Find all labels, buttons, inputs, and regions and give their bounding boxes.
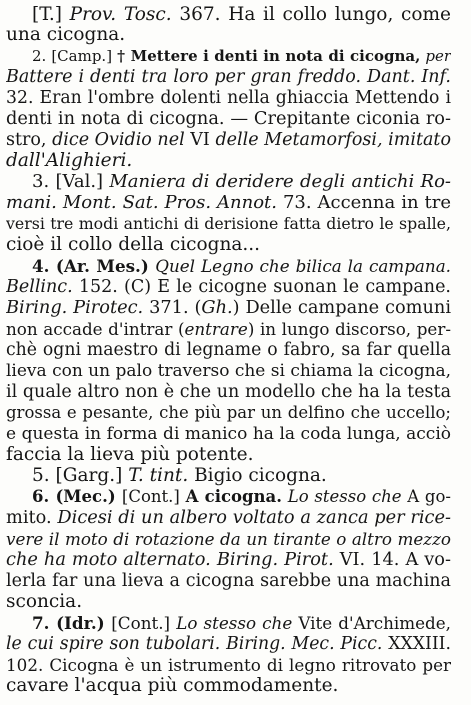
text-segment: faccia la lieva più potente.	[6, 444, 254, 465]
text-segment: T. tint.	[128, 465, 189, 486]
text-segment: 6. (Mec.)	[32, 487, 122, 506]
text-segment: Maniera di deridere degli antichi Ro-	[109, 171, 451, 192]
text-segment: Lo stesso che	[287, 487, 402, 506]
text-segment: † Mettere i denti in nota di cicogna,	[117, 47, 421, 65]
text-segment: entrare	[184, 319, 248, 339]
text-segment: denti in nota di cicogna. — Crepitante ciconia ro-	[6, 109, 451, 129]
text-segment: lerla far una lieva a cicogna sarebbe una machina	[6, 571, 451, 591]
text-segment: 371. (	[143, 298, 202, 318]
text-segment: 102. Cicogna è un istrumento di legno ritrovato per	[6, 655, 451, 675]
text-segment: dall'Alighieri.	[6, 150, 133, 171]
text-segment: 5. [Garg.]	[32, 465, 129, 486]
text-segment: A go-	[401, 487, 451, 506]
text-segment: [Cont.]	[121, 487, 186, 506]
text-segment: stro,	[6, 130, 53, 150]
text-segment: delle Metamorfosi, imitato	[215, 130, 451, 150]
text-segment: Dicesi di un albero voltato a zanca per rice-	[57, 508, 451, 528]
text-segment: versi tre modi antichi di derisione fatta dietro le spalle,	[6, 214, 451, 233]
text-segment: sconcia.	[6, 591, 83, 612]
text-segment: XXXIII.	[382, 634, 451, 654]
text-segment: 2. [Camp.]	[32, 47, 118, 65]
text-segment: Prov. Tosc.	[69, 4, 172, 25]
text-segment: grossa e pesante, che più par un delfino che uccello;	[6, 403, 451, 422]
text-segment: 32. Eran l'ombre dolenti nella ghiaccia Mettendo i	[6, 88, 451, 108]
text-segment: vere il moto di rotazione da un tirante o altro mezzo	[6, 529, 451, 549]
text-segment: chè ogni maestro di legname o fabro, sa far quella	[6, 340, 451, 360]
text-segment: Vite d'Archimede,	[292, 613, 451, 633]
text-segment: 367. Ha il collo lungo, come	[171, 4, 451, 25]
text-segment: ) in lungo discorso, per-	[247, 319, 451, 339]
text-segment: Battere i denti tra loro per gran freddo. Dant. Inf.	[6, 67, 451, 87]
text-segment: lieva con un palo traverso che si chiama la cicogna,	[6, 361, 451, 381]
text-segment: A cicogna.	[185, 487, 282, 506]
text-segment: non accade d'intrar (	[6, 319, 185, 339]
text-segment: dice Ovidio nel	[52, 130, 185, 150]
text-segment: Lo stesso che	[176, 613, 293, 633]
text-segment: per	[425, 47, 451, 65]
text-segment: 152. (C) E le cicogne suonan le campane.	[72, 277, 451, 297]
text-segment: VI. 14. A vo-	[333, 550, 451, 570]
text-line	[6, 674, 471, 698]
text-segment: le cui spire son tubolari. Biring. Mec. Picc.	[6, 634, 383, 654]
text-segment: mito.	[6, 508, 58, 528]
text-segment: [Cont.]	[111, 613, 177, 633]
text-segment: 4. (Ar. Mes.)	[32, 256, 156, 276]
text-segment: una cicogna.	[6, 24, 126, 45]
text-segment: cavare l'acqua più commodamente.	[6, 675, 339, 696]
text-segment: che ha moto alternato. Biring. Pirot.	[6, 550, 334, 570]
text-segment: ) Delle campane comuni	[232, 298, 451, 318]
text-segment: cioè il collo della cicogna...	[6, 234, 261, 255]
text-segment: Bellinc.	[6, 277, 73, 297]
text-segment: 73. Accenna in tre	[277, 192, 451, 213]
text-segment: 3. [Val.]	[32, 171, 110, 192]
text-segment: VI	[184, 130, 216, 150]
text-segment: 7. (Idr.)	[32, 613, 112, 633]
text-segment: Gh.	[201, 298, 233, 318]
text-segment: [T.]	[32, 4, 70, 25]
text-segment: il quale altro non è che un modello che ha la testa	[6, 382, 451, 402]
text-segment: Biring. Pirotec.	[6, 298, 144, 318]
text-segment: Quel Legno che bilica la campana.	[155, 256, 451, 276]
text-segment: mani. Mont. Sat. Pros. Annot.	[6, 192, 277, 213]
text-segment: Bigio cicogna.	[188, 465, 327, 486]
text-segment: e questa in forma di manico ha la coda lunga, acciò	[6, 424, 451, 444]
